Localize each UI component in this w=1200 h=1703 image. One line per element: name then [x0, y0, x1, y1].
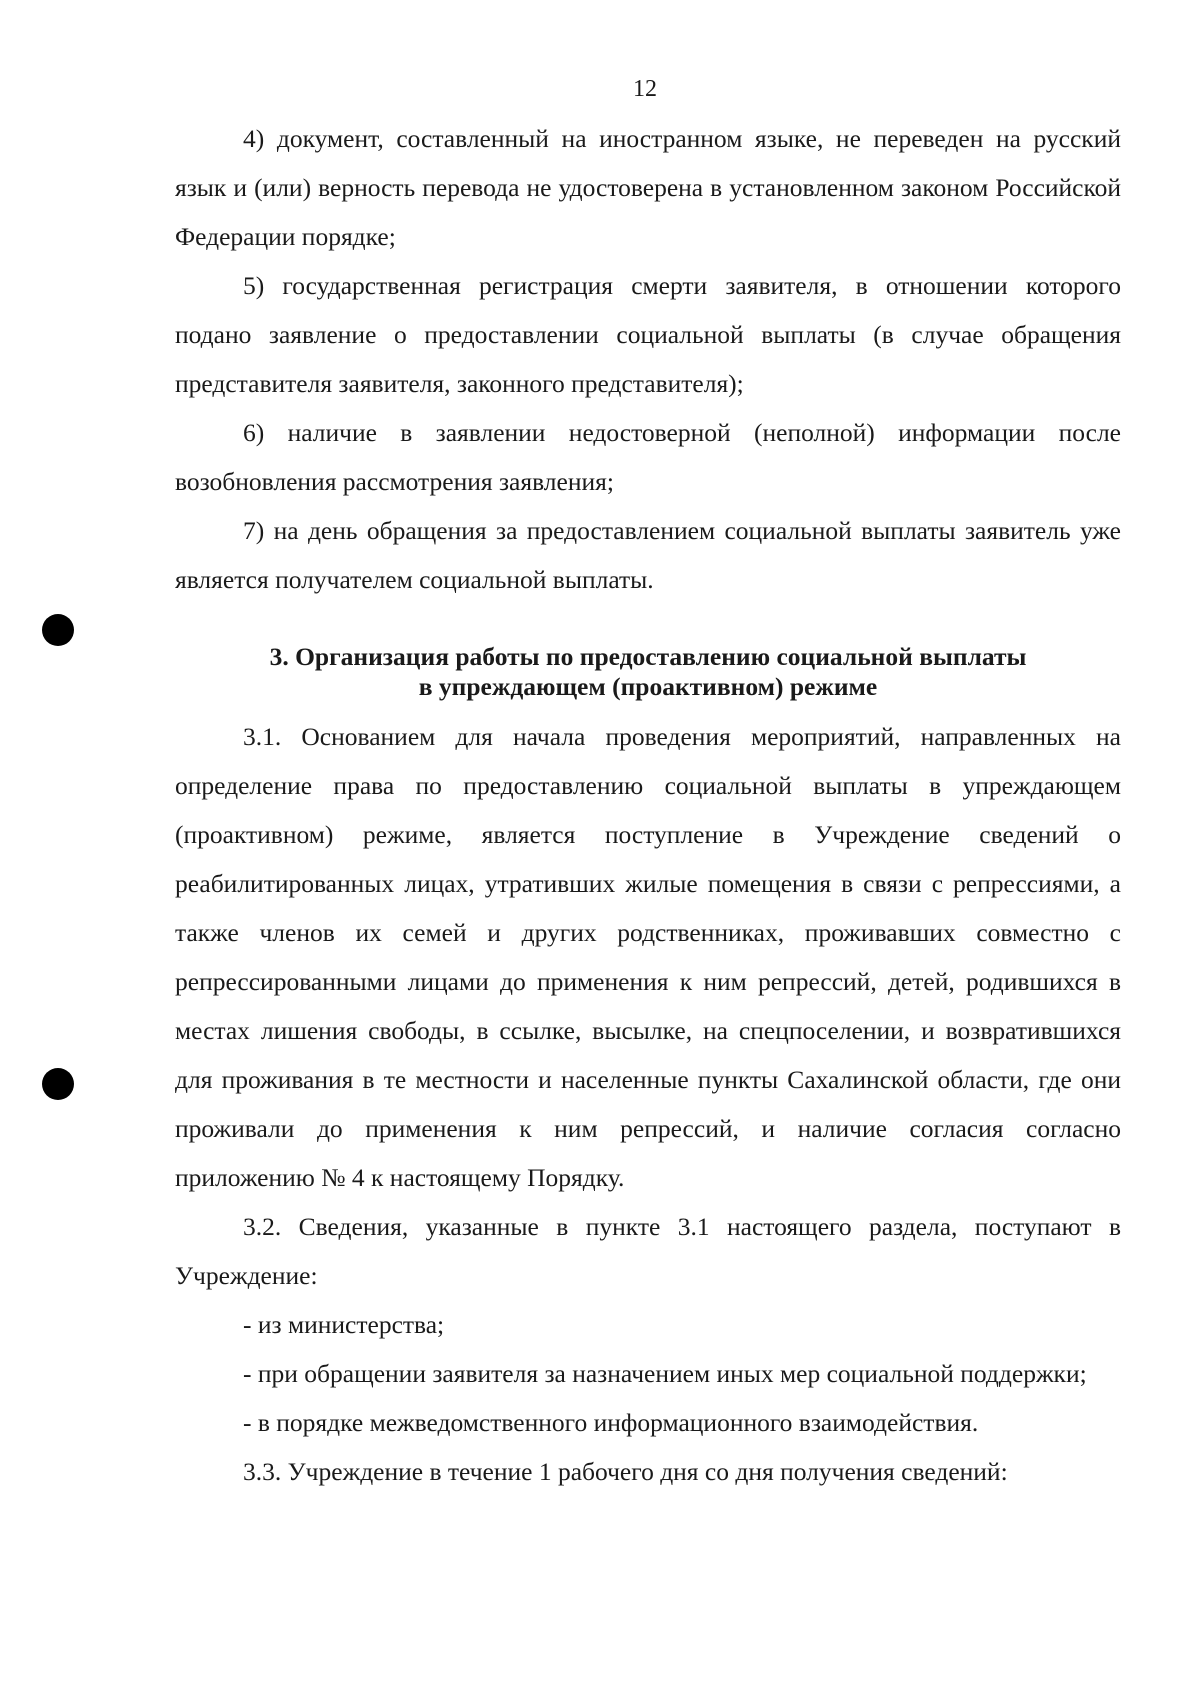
paragraph-item-4: 4) документ, составленный на иностранном языке, не переведен на русский язык и (или) верность перевода не удостоверена в установленном законом Российской Федерации порядке; [175, 124, 1121, 251]
section-heading [175, 642, 1121, 702]
paragraph-3-3: 3.3. Учреждение в течение 1 рабочего дня со дня получения сведений: [243, 1457, 1008, 1486]
paragraph-3-1: 3.1. Основанием для начала проведения мероприятий, направленных на определение права по предоставлению социальной выплаты в упреждающем (проактивном) режиме, является поступление в Учреждение сведений о реабилитированных лицах, утративших жилые помещения в связи с репрессиями, а также членов их семей и других родственниках, проживавших совместно с репрессированными лицами до применения к ним репрессий, детей, родившихся в местах лишения свободы, в ссылке, высылке, на спецпоселении, и возвратившихся для проживания в те местности и населенные пункты Сахалинской области, где они проживали до применения к ним репрессий, и наличие согласия согласно приложению № 4 к настоящему Порядку. [175, 722, 1121, 1192]
list-item-ministry: - из министерства; [243, 1310, 445, 1339]
list-item-interagency: - в порядке межведомственного информационного взаимодействия. [243, 1408, 979, 1437]
section-heading-line1: 3. Организация работы по предоставлению социальной выплаты [269, 642, 1027, 671]
section-heading-line2: в упреждающем (проактивном) режиме [418, 672, 878, 701]
paragraph-item-6: 6) наличие в заявлении недостоверной (неполной) информации после возобновления рассмотрения заявления; [175, 418, 1121, 496]
punch-hole-bottom [42, 1068, 74, 1100]
document-body [175, 114, 1121, 1496]
paragraph-3-2: 3.2. Сведения, указанные в пункте 3.1 настоящего раздела, поступают в Учреждение: [175, 1212, 1121, 1290]
paragraph-item-7: 7) на день обращения за предоставлением социальной выплаты заявитель уже является получателем социальной выплаты. [175, 516, 1121, 594]
paragraph-item-5: 5) государственная регистрация смерти заявителя, в отношении которого подано заявление о предоставлении социальной выплаты (в случае обращения представителя заявителя, законного представителя); [175, 271, 1121, 398]
page-number: 12 [633, 76, 657, 102]
list-item-applicant-request: - при обращении заявителя за назначением иных мер социальной поддержки; [243, 1359, 1087, 1388]
punch-hole-top [42, 614, 74, 646]
